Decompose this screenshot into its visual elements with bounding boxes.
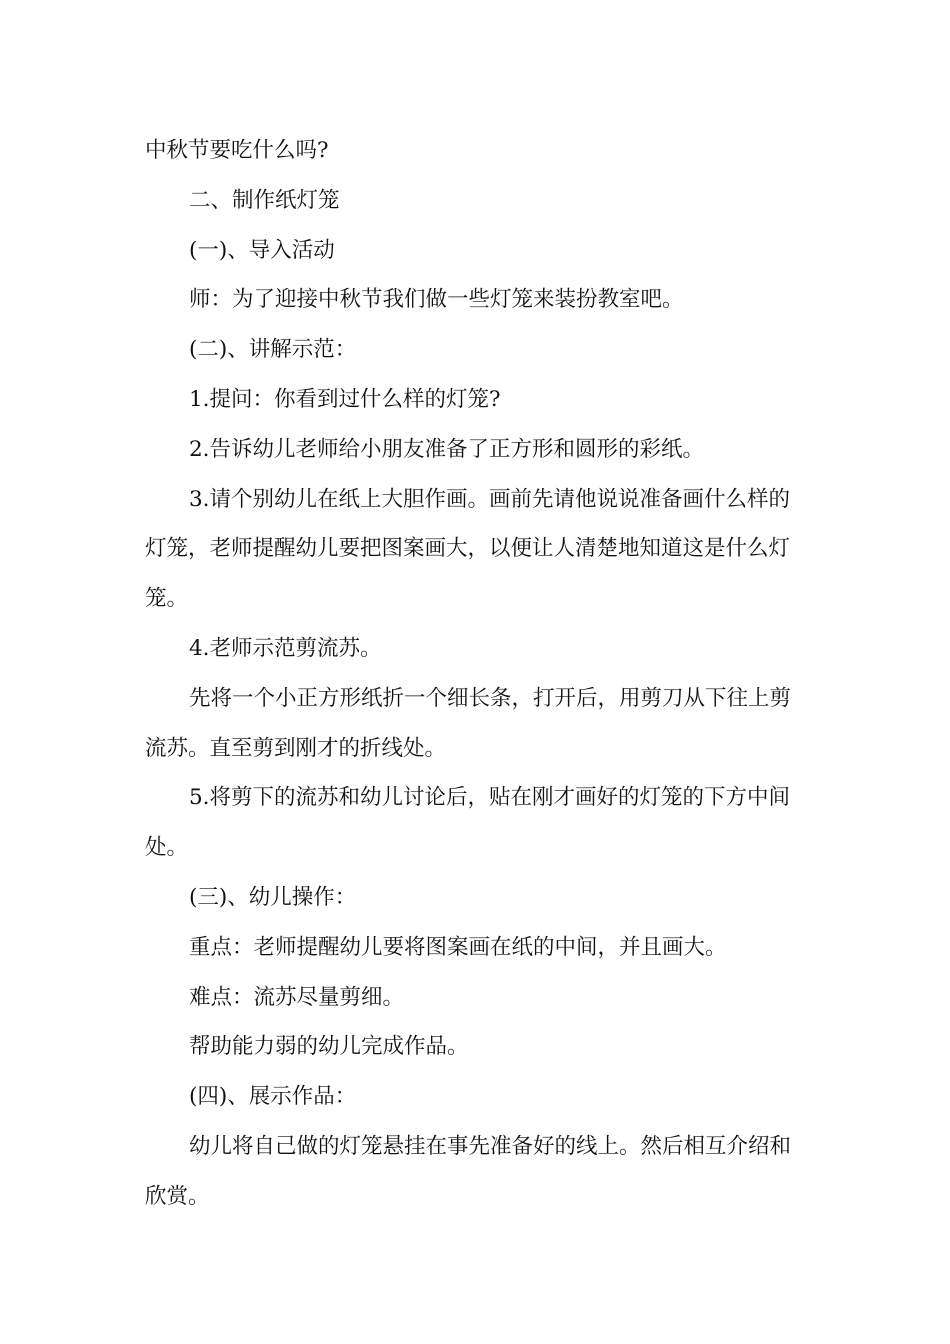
paragraph-continuation: 中秋节要吃什么吗? (145, 138, 329, 163)
paragraph-difficulty: 难点：流苏尽量剪细。 (189, 984, 405, 1010)
list-item-5: 5.将剪下的流苏和幼儿讨论后，贴在刚才画好的灯笼的下方中间处。 (145, 785, 791, 861)
subsection-heading-2: (二)、讲解示范： (189, 337, 357, 363)
paragraph-teacher-intro: 师：为了迎接中秋节我们做一些灯笼来装扮教室吧。 (189, 287, 684, 313)
subsection-heading-1: (一)、导入活动 (189, 237, 335, 263)
subsection-heading-3: (三)、幼儿操作： (189, 884, 357, 910)
paragraph-key-point: 重点：老师提醒幼儿要将图案画在纸的中间，并且画大。 (189, 934, 727, 960)
subsection-heading-4: (四)、展示作品： (189, 1084, 357, 1110)
list-item-3: 3.请个别幼儿在纸上大胆作画。画前先请他说说准备画什么样的灯笼，老师提醒幼儿要把图案画大，以便让人清楚地知道这是什么灯笼。 (145, 486, 791, 612)
list-item-4: 4.老师示范剪流苏。 (189, 635, 382, 661)
paragraph-help: 帮助能力弱的幼儿完成作品。 (189, 1034, 469, 1060)
paragraph-fringe-steps: 先将一个小正方形纸折一个细长条，打开后，用剪刀从下往上剪流苏。直至剪到刚才的折线处。 (145, 685, 792, 761)
list-item-2: 2.告诉幼儿老师给小朋友准备了正方形和圆形的彩纸。 (189, 436, 705, 462)
section-heading-2: 二、制作纸灯笼 (189, 187, 340, 213)
paragraph-display: 幼儿将自己做的灯笼悬挂在事先准备好的线上。然后相互介绍和欣赏。 (145, 1133, 792, 1209)
document-body (145, 126, 807, 1222)
list-item-1: 1.提问：你看到过什么样的灯笼? (189, 386, 501, 412)
